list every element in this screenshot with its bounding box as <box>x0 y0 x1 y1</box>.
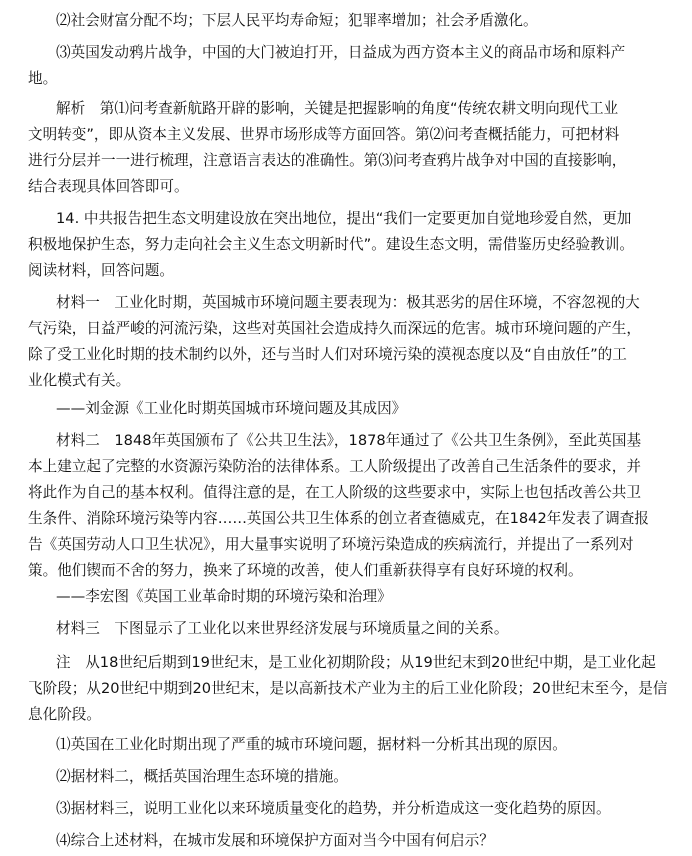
text-line: 策。他们锲而不舍的努力，换来了环境的改善，使人们重新获得享有良好环境的权利。 <box>28 562 583 579</box>
text-line: 14. 中共报告把生态文明建设放在突出地位，提出“我们一定要更加自觉地珍爱自然，更加 <box>56 210 632 227</box>
text-line: 息化阶段。 <box>28 706 101 723</box>
sub-question-3 <box>28 796 676 822</box>
source-1-citation <box>28 396 676 422</box>
note-paragraph <box>28 650 676 728</box>
answer-2-paragraph <box>28 8 676 34</box>
text-line: ⑵社会财富分配不均；下层人民平均寿命短；犯罪率增加；社会矛盾激化。 <box>56 12 538 29</box>
text-line: ⑶据材料三，说明工业化以来环境质量变化的趋势，并分析造成这一变化趋势的原因。 <box>56 800 611 817</box>
text-line: ⑶英国发动鸦片战争，中国的大门被迫打开，日益成为西方资本主义的商品市场和原料产 <box>56 44 626 61</box>
text-line: 告《英国劳动人口卫生状况》，用大量事实说明了环境污染造成的疾病流行，并提出了一系列对 <box>28 536 634 553</box>
text-line: 阅读材料，回答问题。 <box>28 262 174 279</box>
sub-question-4 <box>28 828 676 854</box>
text-line: 材料三 下图显示了工业化以来世界经济发展与环境质量之间的关系。 <box>56 620 509 637</box>
source-2-citation <box>28 584 676 610</box>
text-line: ⑷综合上述材料，在城市发展和环境保护方面对当今中国有何启示？ <box>56 832 494 849</box>
text-line: 文明转变”，即从资本主义发展、世界市场形成等方面回答。第⑵问考查概括能力，可把材料 <box>28 126 620 143</box>
text-line: ——李宏图《英国工业革命时期的环境污染和治理》 <box>56 588 392 605</box>
question-14-paragraph <box>28 206 676 284</box>
text-line: 解析 第⑴问考查新航路开辟的影响，关键是把握影响的角度“传统农耕文明向现代工业 <box>56 100 619 117</box>
text-line: 注 从18世纪后期到19世纪末，是工业化初期阶段；从19世纪末到20世纪中期，是工业化起 <box>56 654 656 671</box>
material-3-paragraph <box>28 616 676 642</box>
sub-question-1 <box>28 732 676 758</box>
material-2-paragraph <box>28 428 676 584</box>
text-line: 地。 <box>28 70 58 87</box>
text-line: 积极地保护生态，努力走向社会主义生态文明新时代”。建设生态文明，需借鉴历史经验教训。 <box>28 236 634 253</box>
text-line: 本上建立起了完整的水资源污染防治的法律体系。工人阶级提出了改善自己生活条件的要求，并 <box>28 458 641 475</box>
text-line: ——刘金源《工业化时期英国城市环境问题及其成因》 <box>56 400 407 417</box>
text-line: ⑵据材料二，概括英国治理生态环境的措施。 <box>56 768 348 785</box>
text-line: 飞阶段；从20世纪中期到20世纪末，是以高新技术产业为主的后工业化阶段；20世纪末至今，是信 <box>28 680 668 697</box>
text-line: 结合表现具体回答即可。 <box>28 178 189 195</box>
text-line: 生条件、消除环境污染等内容……英国公共卫生体系的创立者查德威克，在1842年发表了调查报 <box>28 510 649 527</box>
text-line: 材料一 工业化时期，英国城市环境问题主要表现为：极其恶劣的居住环境，不容忽视的大 <box>56 294 640 311</box>
analysis-paragraph <box>28 96 676 200</box>
text-line: 气污染，日益严峻的河流污染，这些对英国社会造成持久而深远的危害。城市环境问题的产生， <box>28 320 641 337</box>
text-line: 材料二 1848年英国颁布了《公共卫生法》，1878年通过了《公共卫生条例》，至此英国基 <box>56 432 642 449</box>
text-line: 将此作为自己的基本权利。值得注意的是，在工人阶级的这些要求中，实际上也包括改善公共卫 <box>28 484 641 501</box>
material-1-paragraph <box>28 290 676 394</box>
text-line: 业化模式有关。 <box>28 372 131 389</box>
text-line: 进行分层并一一进行梳理，注意语言表达的准确性。第⑶问考查鸦片战争对中国的直接影响， <box>28 152 627 169</box>
sub-question-2 <box>28 764 676 790</box>
text-line: 除了受工业化时期的技术制约以外，还与当时人们对环境污染的漠视态度以及“自由放任”的工 <box>28 346 627 363</box>
answer-3-paragraph <box>28 40 676 92</box>
text-line: ⑴英国在工业化时期出现了严重的城市环境问题，据材料一分析其出现的原因。 <box>56 736 567 753</box>
